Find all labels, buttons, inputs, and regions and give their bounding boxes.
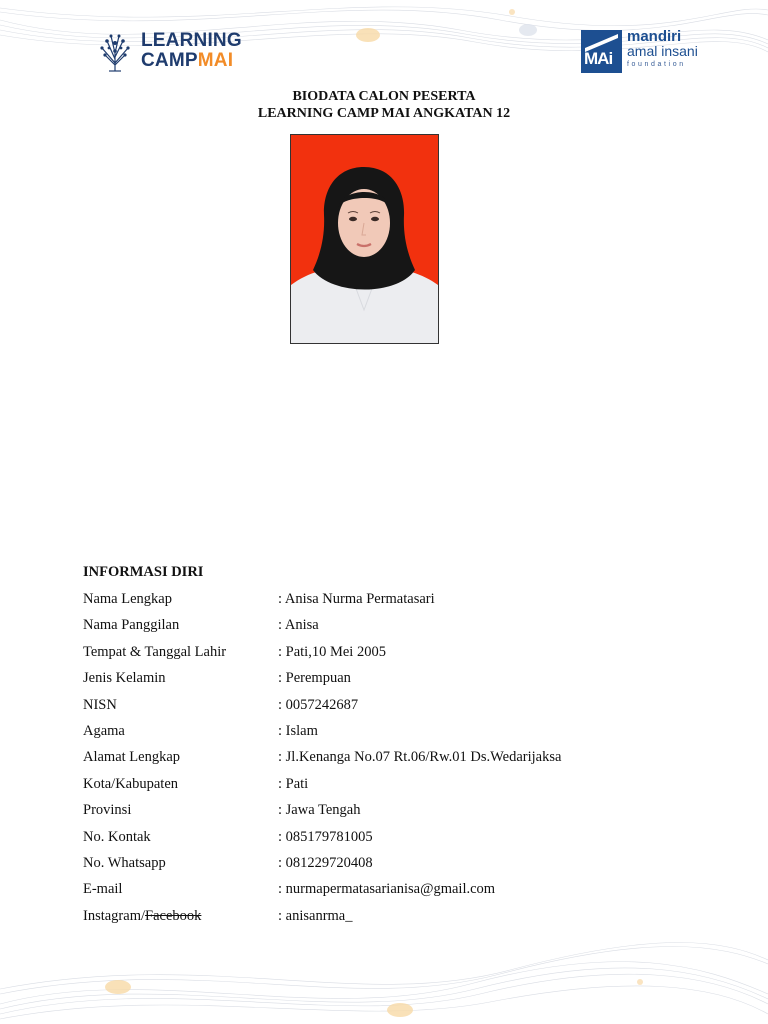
field-label: No. Whatsapp — [83, 854, 166, 871]
field-row-alamat-lengkap — [83, 744, 703, 770]
field-label: Jenis Kelamin — [83, 670, 166, 687]
field-row-instagram-facebook — [83, 903, 703, 929]
field-value: : 081229720408 — [278, 854, 373, 871]
field-row-jenis-kelamin — [83, 665, 703, 691]
title-line-2: LEARNING CAMP MAI ANGKATAN 12 — [257, 106, 511, 121]
field-label: Tempat & Tanggal Lahir — [83, 643, 227, 660]
field-row-kota-kabupaten — [83, 771, 703, 797]
field-label: Instagram/Facebook — [83, 907, 202, 924]
logo-text-foundation: foundation — [627, 61, 686, 68]
title-line-1: BIODATA CALON PESERTA — [292, 89, 476, 104]
decorative-wave-bottom — [0, 934, 768, 1024]
field-value: : Pati,10 Mei 2005 — [278, 643, 386, 660]
struck-facebook-label: Facebook — [145, 907, 202, 924]
field-label: NISN — [83, 696, 117, 713]
learning-camp-mai-logo — [93, 28, 243, 74]
document-title — [0, 88, 768, 122]
field-value: : Jl.Kenanga No.07 Rt.06/Rw.01 Ds.Wedarijaksa — [278, 749, 562, 766]
field-value: : Anisa Nurma Permatasari — [278, 591, 435, 607]
field-label: Agama — [83, 722, 125, 739]
mandiri-amal-insani-logo — [581, 29, 721, 73]
field-label: Kota/Kabupaten — [83, 775, 179, 792]
field-value: : Pati — [278, 775, 309, 792]
field-row-provinsi — [83, 797, 703, 823]
logo-text-mandiri: mandiri — [627, 28, 682, 45]
field-label: No. Kontak — [83, 828, 151, 845]
field-row-tempat-tanggal-lahir — [83, 639, 703, 665]
section-title: INFORMASI DIRI — [83, 564, 204, 580]
field-value: : anisanrma_ — [278, 907, 353, 924]
logo-text-learning: LEARNING — [141, 30, 242, 51]
field-label: Alamat Lengkap — [83, 749, 181, 766]
field-label: E-mail — [83, 881, 123, 898]
field-value: : Islam — [278, 722, 318, 739]
field-label: Nama Panggilan — [83, 617, 180, 634]
field-label: Nama Lengkap — [83, 591, 172, 607]
field-value: : nurmapermatasarianisa@gmail.com — [278, 881, 496, 898]
field-row-no-kontak — [83, 824, 703, 850]
field-value: : Anisa — [278, 617, 319, 634]
field-row-nisn — [83, 692, 703, 718]
personal-info-list — [83, 586, 703, 929]
field-value: : Perempuan — [278, 670, 351, 687]
field-row-email — [83, 876, 703, 902]
field-value: : Jawa Tengah — [278, 802, 361, 819]
field-row-no-whatsapp — [83, 850, 703, 876]
logo-text-amal-insani: amal insani — [627, 43, 698, 59]
field-label: Provinsi — [83, 802, 132, 819]
field-value: : 0057242687 — [278, 696, 359, 713]
logo-text-camp: CAMPMAI — [141, 50, 234, 71]
applicant-photo — [290, 134, 439, 344]
mai-logo-mark: MAi — [581, 30, 622, 73]
field-value: : 085179781005 — [278, 828, 373, 845]
field-row-agama — [83, 718, 703, 744]
field-row-nama-panggilan — [83, 612, 703, 638]
brain-tree-icon — [93, 29, 137, 73]
field-row-nama-lengkap — [83, 586, 703, 612]
